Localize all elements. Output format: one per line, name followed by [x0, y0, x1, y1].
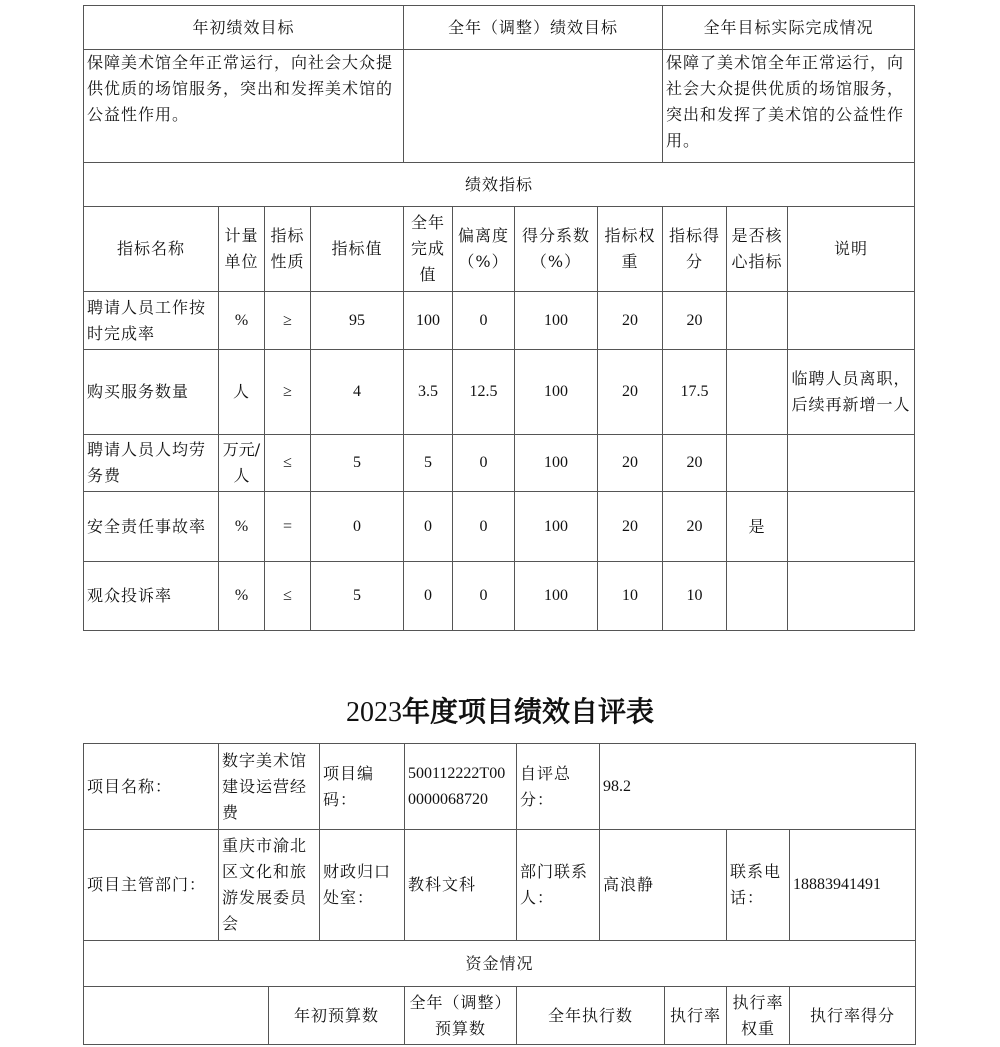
indicator-weight: 20: [598, 492, 663, 562]
indicator-name: 聘请人员工作按时完成率: [84, 292, 219, 350]
indicator-weight: 10: [598, 562, 663, 631]
funds-col-header: 年初预算数: [269, 987, 405, 1045]
indicator-weight: 20: [598, 350, 663, 435]
indicator-coef: 100: [515, 562, 598, 631]
col-header: 是否核心指标: [727, 207, 788, 292]
indicator-note: 临聘人员离职，后续再新增一人: [788, 350, 915, 435]
header-initial-goal: 年初绩效目标: [84, 6, 404, 50]
phone-value: 18883941491: [790, 830, 916, 941]
indicator-nature: ≤: [265, 435, 311, 492]
table-row: [84, 435, 915, 492]
indicator-target: 4: [311, 350, 404, 435]
contact-label: 部门联系人：: [517, 830, 600, 941]
indicator-coef: 100: [515, 435, 598, 492]
phone-label: 联系电话：: [727, 830, 790, 941]
indicator-target: 95: [311, 292, 404, 350]
indicator-core: [727, 292, 788, 350]
title-text: 年度项目绩效自评表: [401, 695, 654, 728]
col-header: 指标权重: [598, 207, 663, 292]
indicator-unit: 万元/人: [219, 435, 265, 492]
col-header: 偏离度（%）: [453, 207, 515, 292]
performance-goals-table: [83, 5, 915, 631]
indicator-score: 20: [663, 435, 727, 492]
col-header: 得分系数（%）: [515, 207, 598, 292]
indicator-done: 0: [404, 492, 453, 562]
finance-office-label: 财政归口处室：: [320, 830, 405, 941]
indicator-target: 5: [311, 562, 404, 631]
col-header: 指标名称: [84, 207, 219, 292]
indicator-deviation: 0: [453, 492, 515, 562]
indicator-name: 观众投诉率: [84, 562, 219, 631]
indicator-core: [727, 435, 788, 492]
indicator-core: [727, 562, 788, 631]
page-title: [0, 690, 1000, 730]
col-header: 指标性质: [265, 207, 311, 292]
indicator-note: [788, 492, 915, 562]
indicator-nature: =: [265, 492, 311, 562]
indicator-coef: 100: [515, 350, 598, 435]
project-code-label: 项目编码：: [320, 744, 405, 830]
self-score-label: 自评总分：: [517, 744, 600, 830]
dept-value: 重庆市渝北区文化和旅游发展委员会: [219, 830, 320, 941]
contact-value: 高浪静: [600, 830, 727, 941]
indicator-unit: %: [219, 562, 265, 631]
indicator-nature: ≥: [265, 350, 311, 435]
col-header: 指标得分: [663, 207, 727, 292]
indicator-done: 5: [404, 435, 453, 492]
indicator-done: 100: [404, 292, 453, 350]
funds-col-header: [84, 987, 269, 1045]
indicator-core: 是: [727, 492, 788, 562]
indicator-unit: %: [219, 492, 265, 562]
funds-section-title: 资金情况: [84, 941, 916, 987]
indicator-score: 10: [663, 562, 727, 631]
indicator-target: 5: [311, 435, 404, 492]
indicator-name: 安全责任事故率: [84, 492, 219, 562]
indicator-unit: %: [219, 292, 265, 350]
indicator-note: [788, 562, 915, 631]
indicator-core: [727, 350, 788, 435]
funds-col-header: 执行率权重: [727, 987, 790, 1045]
table-row: [84, 492, 915, 562]
col-header: 计量单位: [219, 207, 265, 292]
indicator-nature: ≤: [265, 562, 311, 631]
project-code-value: 500112222T000000068720: [405, 744, 517, 830]
indicator-unit: 人: [219, 350, 265, 435]
dept-label: 项目主管部门：: [84, 830, 219, 941]
indicator-deviation: 0: [453, 292, 515, 350]
table-row: [84, 562, 915, 631]
indicator-score: 17.5: [663, 350, 727, 435]
indicator-coef: 100: [515, 492, 598, 562]
indicator-score: 20: [663, 492, 727, 562]
indicator-done: 3.5: [404, 350, 453, 435]
indicator-target: 0: [311, 492, 404, 562]
indicator-deviation: 12.5: [453, 350, 515, 435]
table-row: [84, 350, 915, 435]
funds-col-header: 执行率: [665, 987, 727, 1045]
table-row: [84, 292, 915, 350]
project-self-eval-table: [83, 743, 916, 1045]
indicator-name: 聘请人员人均劳务费: [84, 435, 219, 492]
indicator-name: 购买服务数量: [84, 350, 219, 435]
project-name-label: 项目名称：: [84, 744, 219, 830]
self-score-value: 98.2: [600, 744, 916, 830]
indicator-coef: 100: [515, 292, 598, 350]
header-adjusted-goal: 全年（调整）绩效目标: [404, 6, 663, 50]
indicator-deviation: 0: [453, 435, 515, 492]
indicator-nature: ≥: [265, 292, 311, 350]
col-header: 说明: [788, 207, 915, 292]
indicator-deviation: 0: [453, 562, 515, 631]
adjusted-goal-text: [404, 50, 663, 163]
col-header: 指标值: [311, 207, 404, 292]
col-header: 全年完成值: [404, 207, 453, 292]
indicator-weight: 20: [598, 292, 663, 350]
indicator-note: [788, 435, 915, 492]
finance-office-value: 教科文科: [405, 830, 517, 941]
actual-completion-text: 保障了美术馆全年正常运行，向社会大众提供优质的场馆服务，突出和发挥了美术馆的公益性作用。: [663, 50, 915, 163]
funds-col-header: 全年执行数: [517, 987, 665, 1045]
funds-col-header: 全年（调整）预算数: [405, 987, 517, 1045]
section-title-indicators: 绩效指标: [84, 163, 915, 207]
funds-col-header: 执行率得分: [790, 987, 916, 1045]
initial-goal-text: 保障美术馆全年正常运行，向社会大众提供优质的场馆服务，突出和发挥美术馆的公益性作用。: [84, 50, 404, 163]
indicator-score: 20: [663, 292, 727, 350]
indicator-done: 0: [404, 562, 453, 631]
title-year: 2023: [345, 697, 402, 728]
header-actual-completion: 全年目标实际完成情况: [663, 6, 915, 50]
indicator-note: [788, 292, 915, 350]
project-name-value: 数字美术馆建设运营经费: [219, 744, 320, 830]
indicator-weight: 20: [598, 435, 663, 492]
